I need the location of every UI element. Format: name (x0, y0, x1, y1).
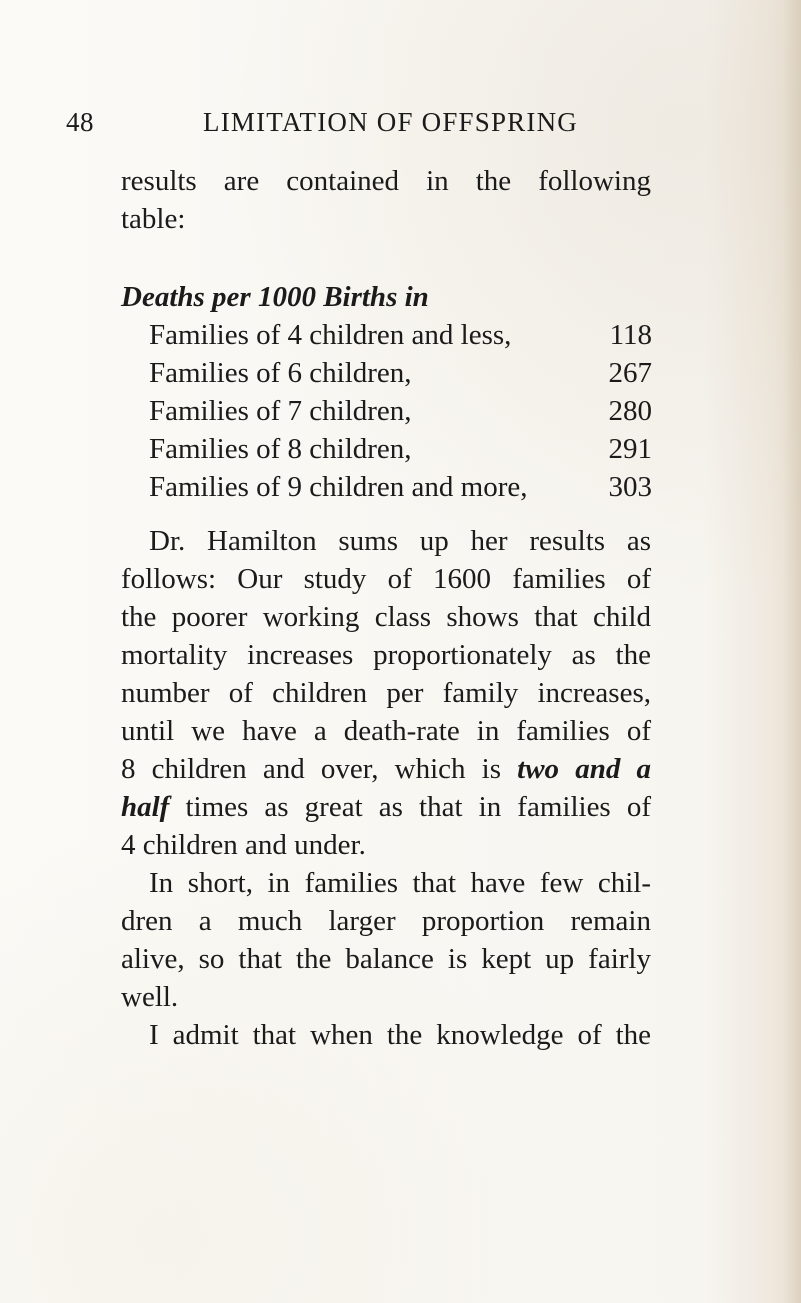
table-row-value-1: 118 (609, 319, 652, 351)
intro-line-1: results are contained in the following (121, 165, 651, 197)
paragraph-1-line-8-emphasis: half (121, 791, 170, 823)
paragraph-1-line-7-start: 8 children and over, which is (121, 753, 518, 785)
table-row-label-4: Families of 8 children, (149, 433, 412, 465)
paragraph-2-line-4: well. (121, 981, 179, 1013)
running-head: LIMITATION OF OFFSPRING (203, 107, 578, 137)
table-row-1 (149, 316, 652, 354)
table-row-label-1: Families of 4 children and less, (149, 319, 512, 351)
paragraph-1-line-2: follows: Our study of 1600 families of (121, 563, 651, 595)
table-row-value-2: 267 (608, 357, 652, 389)
paragraph-1-line-3: the poorer working class shows that child (121, 601, 651, 633)
table-row-label-3: Families of 7 children, (149, 395, 412, 427)
page-header (66, 107, 686, 147)
page-edge-shadow (783, 0, 801, 1303)
paragraph-1-line-8 (121, 788, 651, 826)
paragraph-1-line-1: Dr. Hamilton sums up her results as (149, 525, 651, 557)
paragraph-2-line-2: dren a much larger proportion remain (121, 905, 651, 937)
table-row-4 (149, 430, 652, 468)
table-row-value-4: 291 (608, 433, 652, 465)
table-heading: Deaths per 1000 Births in (121, 281, 429, 313)
paragraph-2-line-1: In short, in families that have few chil- (149, 867, 651, 899)
intro-line-2: table: (121, 203, 186, 235)
paragraph-1-line-5: number of children per family increases, (121, 677, 651, 709)
table-row-value-5: 303 (608, 471, 652, 503)
table-row-5 (149, 468, 652, 506)
paragraph-1-line-9: 4 children and under. (121, 829, 366, 861)
paragraph-1-line-6: until we have a death-rate in families of (121, 715, 651, 747)
table-row-label-2: Families of 6 children, (149, 357, 412, 389)
paragraph-3-line-1: I admit that when the knowledge of the (149, 1019, 651, 1051)
paragraph-2-line-3: alive, so that the balance is kept up fairly (121, 943, 651, 975)
paragraph-1-line-4: mortality increases proportionately as the (121, 639, 651, 671)
table-row-2 (149, 354, 652, 392)
paragraph-1-line-8-end: times as great as that in families of (169, 791, 651, 823)
paragraph-1-line-7-emphasis: two and a (517, 753, 651, 785)
table-row-label-5: Families of 9 children and more, (149, 471, 528, 503)
table-row-3 (149, 392, 652, 430)
page-number: 48 (66, 107, 94, 137)
paragraph-1-line-7 (121, 750, 651, 788)
table-row-value-3: 280 (608, 395, 652, 427)
